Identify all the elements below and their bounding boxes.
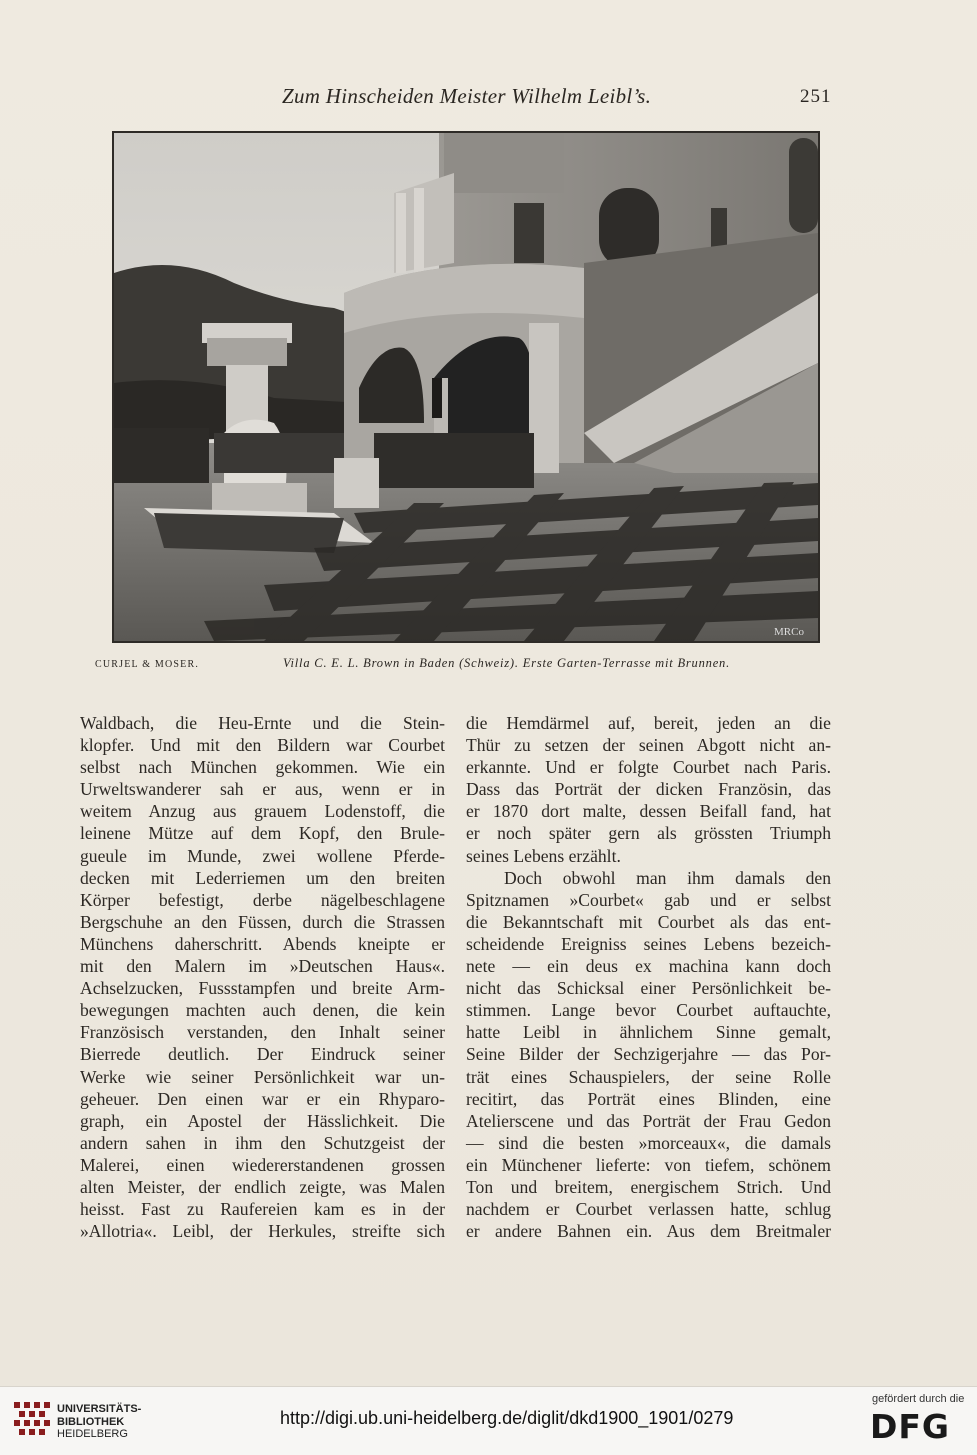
- page-number: 251: [800, 86, 832, 107]
- text-line: »Allotria«. Leibl, der Herkules, streifte sich: [80, 1221, 445, 1242]
- text-column-left: [80, 712, 445, 1242]
- text-line-paragraph-end: seines Lebens erzählt.: [466, 845, 621, 866]
- text-line: nicht das Schicksal einer Persönlichkeit be-: [466, 978, 831, 999]
- text-line: Waldbach, die Heu-Ernte und die Stein-: [80, 713, 445, 733]
- funding-label: gefördert durch die: [872, 1393, 965, 1405]
- text-line: ein Münchener lieferte: von tiefem, schönem: [466, 1154, 831, 1175]
- text-line: Urweltswanderer sah er aus, wenn er in: [80, 779, 445, 800]
- text-line: Thür zu setzen der seinen Abgott nicht an-: [466, 735, 831, 756]
- photo-monogram: MRCo: [774, 626, 804, 638]
- text-line-paragraph-start: Doch obwohl man ihm damals den: [504, 867, 831, 888]
- text-line: Französisch verstanden, den Inhalt seiner: [80, 1022, 445, 1043]
- villa-photograph: [112, 131, 820, 643]
- villa-terrace-photo: [114, 133, 818, 641]
- text-line: Werke wie seiner Persönlichkeit war un-: [80, 1066, 445, 1087]
- running-title: Zum Hinscheiden Meister Wilhelm Leibl’s.: [282, 84, 652, 108]
- text-line: die Bekanntschaft mit Courbet als das ent-: [466, 911, 831, 932]
- text-line: Bergschuhe an den Füssen, durch die Strassen: [80, 911, 445, 932]
- text-line: nete — ein deus ex machina kann doch: [466, 956, 831, 977]
- text-line: recitirt, das Porträt eines Blinden, eine: [466, 1088, 831, 1109]
- permalink-url[interactable]: http://digi.ub.uni-heidelberg.de/diglit/dkd1900_1901/0279: [280, 1408, 734, 1428]
- text-line: weitem Anzug aus grauem Lodenstoff, die: [80, 801, 445, 822]
- text-line: andern sahen in ihm den Schutzgeist der: [80, 1132, 445, 1153]
- library-name-line: BIBLIOTHEK: [57, 1415, 125, 1428]
- text-line: Spitznamen »Courbet« gab und er selbst: [466, 889, 831, 910]
- text-line: Ton und breitem, energischem Strich. Und: [466, 1176, 831, 1197]
- text-line: — sind die besten »morceaux«, die damals: [466, 1132, 831, 1153]
- text-line: selbst nach München gekommen. Wie ein: [80, 757, 445, 778]
- text-line: Malerei, einen wiedererstandenen grossen: [80, 1154, 445, 1175]
- digitization-footer: [0, 1386, 977, 1455]
- text-line: gueule im Munde, zwei wollene Pferde-: [80, 845, 445, 866]
- text-line: Achselzucken, Fussstampfen und breite Arm-: [80, 978, 445, 999]
- library-name-line: HEIDELBERG: [57, 1428, 128, 1440]
- photo-credit: CURJEL & MOSER.: [95, 659, 200, 670]
- text-line: nachdem er Courbet verlassen hatte, schlug: [466, 1199, 831, 1220]
- text-line: trät eines Schauspielers, der seine Rolle: [466, 1066, 831, 1087]
- text-line: Bierrede deutlich. Der Eindruck seiner: [80, 1044, 445, 1065]
- dfg-logo: DFG: [870, 1407, 951, 1446]
- text-line: stimmen. Lange bevor Courbet auftauchte,: [466, 1000, 831, 1021]
- library-name-line: UNIVERSITÄTS-: [57, 1403, 142, 1415]
- text-line: er noch später gern als grössten Triumph: [466, 823, 831, 844]
- text-line: hatte Leibl in ähnlichem Sinne gemalt,: [466, 1022, 831, 1043]
- text-line: bewegungen machten auch denen, die kein: [80, 1000, 445, 1021]
- text-line: Atelierscene und das Porträt der Frau Gedon: [466, 1110, 831, 1131]
- text-line: leinene Mütze auf dem Kopf, den Brule-: [80, 823, 445, 844]
- text-line: graph, ein Apostel der Hässlichkeit. Die: [80, 1110, 445, 1131]
- text-line: Dass das Porträt der dicken Französin, das: [466, 779, 831, 800]
- text-line: heisst. Fast zu Raufereien kam es in der: [80, 1199, 445, 1220]
- text-line: er 1870 dort malte, dessen Beifall fand, hat: [466, 801, 831, 822]
- text-line: mit den Malern im »Deutschen Haus«.: [80, 956, 445, 977]
- standing-figure: [432, 378, 442, 418]
- figure-caption: Villa C. E. L. Brown in Baden (Schweiz). Erste Garten-Terrasse mit Brunnen.: [283, 656, 731, 670]
- text-line: Körper befestigt, derbe nägelbeschlagene: [80, 889, 445, 910]
- text-line: er andere Bahnen ein. Aus dem Breitmaler: [466, 1221, 831, 1242]
- text-line: Münchens daherschritt. Abends kneipte er: [80, 933, 445, 954]
- text-line: klopfer. Und mit den Bildern war Courbet: [80, 735, 445, 756]
- text-line: die Hemdärmel auf, bereit, jeden an die: [466, 713, 831, 733]
- text-column-right: [466, 712, 831, 1242]
- text-line: geheuer. Den einen war er ein Rhyparo-: [80, 1088, 445, 1109]
- text-line: alten Meister, der endlich zeigte, was Malen: [80, 1176, 445, 1197]
- library-name: [57, 1403, 141, 1441]
- text-line: decken mit Lederriemen um den breiten: [80, 867, 445, 888]
- text-line: Seine Bilder der Sechzigerjahre — das Por-: [466, 1044, 831, 1065]
- university-library-logo-icon: [12, 1398, 52, 1442]
- text-line: erkannte. Und er folgte Courbet nach Paris.: [466, 757, 831, 778]
- text-line: scheidende Ereigniss seines Lebens bezeich-: [466, 933, 831, 954]
